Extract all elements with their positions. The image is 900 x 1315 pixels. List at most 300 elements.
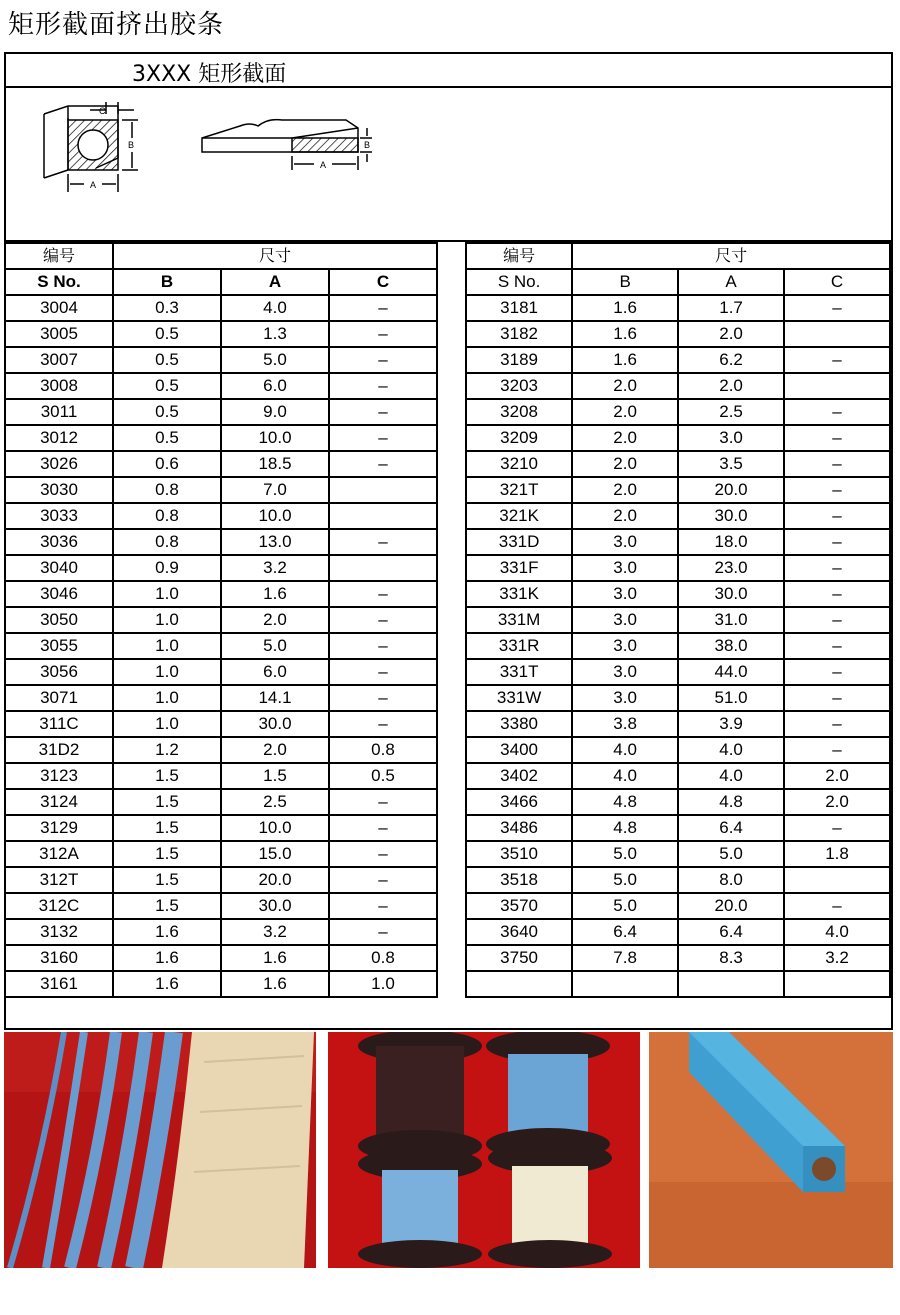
cell-c: 0.8: [329, 945, 437, 971]
cell-c: [784, 867, 890, 893]
cross-section-diagram: [6, 88, 891, 242]
cell-b: 5.0: [572, 841, 678, 867]
cell-sno: 321T: [466, 477, 572, 503]
cell-sno: 331K: [466, 581, 572, 607]
cell-b: 1.6: [113, 919, 221, 945]
table-row: [5, 815, 437, 841]
cell-c: –: [329, 295, 437, 321]
cell-c: –: [784, 685, 890, 711]
left-spec-table: [4, 242, 438, 998]
cell-c: –: [329, 867, 437, 893]
cell-c: 4.0: [784, 919, 890, 945]
extruded-strips-photo: [4, 1032, 316, 1268]
table-row: [466, 399, 890, 425]
cell-sno: 331R: [466, 633, 572, 659]
cell-b: 0.5: [113, 373, 221, 399]
cell-a: 2.0: [221, 737, 329, 763]
table-row: [5, 893, 437, 919]
cell-sno: 3050: [5, 607, 113, 633]
cell-a: 6.0: [221, 373, 329, 399]
table-row: [5, 971, 437, 997]
cell-a: 2.0: [678, 373, 784, 399]
cell-sno: 3400: [466, 737, 572, 763]
cell-a: 1.7: [678, 295, 784, 321]
table-header-row: [5, 243, 437, 269]
cell-sno: 3033: [5, 503, 113, 529]
cell-a: 6.0: [221, 659, 329, 685]
cell-b: 1.5: [113, 789, 221, 815]
cell-sno: 3055: [5, 633, 113, 659]
cell-c: 0.5: [329, 763, 437, 789]
table-row: [5, 581, 437, 607]
header-no-cn: 编号: [466, 243, 572, 269]
cell-a: 10.0: [221, 815, 329, 841]
cell-sno: 3486: [466, 815, 572, 841]
header-s-no: S No.: [466, 269, 572, 295]
cell-sno: 3129: [5, 815, 113, 841]
cell-b: 2.0: [572, 399, 678, 425]
cell-a: 10.0: [221, 503, 329, 529]
cell-b: 1.2: [113, 737, 221, 763]
cell-c: [784, 971, 890, 997]
table-row: [5, 659, 437, 685]
table-row: [5, 711, 437, 737]
cell-b: 1.6: [572, 321, 678, 347]
cell-sno: 3124: [5, 789, 113, 815]
cell-c: 1.0: [329, 971, 437, 997]
cell-a: 30.0: [221, 711, 329, 737]
cell-sno: 3004: [5, 295, 113, 321]
cell-b: 0.5: [113, 321, 221, 347]
dim-label-b-strip: B: [364, 140, 371, 150]
section-title: 3XXX 矩形截面: [132, 62, 287, 87]
table-subheader-row: [5, 269, 437, 295]
table-row: [466, 373, 890, 399]
cell-a: 2.0: [678, 321, 784, 347]
page-title: 矩形截面挤出胶条: [8, 10, 225, 40]
cell-b: 0.8: [113, 477, 221, 503]
spec-table-frame: [4, 52, 893, 1030]
cell-a: 13.0: [221, 529, 329, 555]
cell-b: 3.0: [572, 555, 678, 581]
cell-c: –: [784, 711, 890, 737]
cell-b: 1.5: [113, 867, 221, 893]
cell-a: 2.5: [221, 789, 329, 815]
cell-c: 3.2: [784, 945, 890, 971]
cell-a: 3.2: [221, 919, 329, 945]
table-row: [5, 685, 437, 711]
cell-sno: 321K: [466, 503, 572, 529]
cell-c: –: [329, 607, 437, 633]
cell-b: 3.8: [572, 711, 678, 737]
cell-c: [329, 477, 437, 503]
cell-sno: 3189: [466, 347, 572, 373]
cell-b: 4.0: [572, 763, 678, 789]
cell-sno: 3007: [5, 347, 113, 373]
cell-c: –: [329, 893, 437, 919]
cell-sno: 312C: [5, 893, 113, 919]
cell-a: 9.0: [221, 399, 329, 425]
table-row: [5, 789, 437, 815]
cell-b: 0.8: [113, 529, 221, 555]
cell-sno: 3132: [5, 919, 113, 945]
right-spec-table: [465, 242, 891, 998]
cell-a: 7.0: [221, 477, 329, 503]
cell-c: –: [329, 347, 437, 373]
cell-a: 4.0: [678, 763, 784, 789]
cell-c: –: [784, 451, 890, 477]
table-row: [5, 867, 437, 893]
cell-c: –: [784, 399, 890, 425]
cell-b: 0.5: [113, 347, 221, 373]
cell-sno: 3071: [5, 685, 113, 711]
cell-b: 4.8: [572, 789, 678, 815]
table-row: [5, 841, 437, 867]
table-row: [5, 295, 437, 321]
cell-c: –: [329, 919, 437, 945]
cell-c: –: [329, 711, 437, 737]
cell-c: –: [784, 555, 890, 581]
cell-a: 4.0: [221, 295, 329, 321]
cell-c: –: [329, 633, 437, 659]
table-row: [5, 503, 437, 529]
table-row: [466, 841, 890, 867]
cell-c: –: [784, 503, 890, 529]
cell-b: 1.5: [113, 841, 221, 867]
table-row: [5, 763, 437, 789]
table-row: [466, 425, 890, 451]
cell-c: –: [784, 529, 890, 555]
cell-b: 3.0: [572, 659, 678, 685]
cell-b: 1.0: [113, 581, 221, 607]
cell-a: 5.0: [678, 841, 784, 867]
table-row: [466, 893, 890, 919]
cell-a: 30.0: [221, 893, 329, 919]
cell-b: 1.0: [113, 659, 221, 685]
cell-c: –: [329, 789, 437, 815]
cell-sno: 3005: [5, 321, 113, 347]
table-row: [466, 503, 890, 529]
cell-b: 1.0: [113, 685, 221, 711]
cell-sno: 3510: [466, 841, 572, 867]
hollow-profile-figure: [44, 102, 138, 192]
cell-sno: 312A: [5, 841, 113, 867]
right-table-body: [466, 295, 890, 997]
cell-b: 2.0: [572, 425, 678, 451]
cell-a: 6.2: [678, 347, 784, 373]
table-row: [466, 529, 890, 555]
table-row: [466, 971, 890, 997]
cell-b: 2.0: [572, 373, 678, 399]
cell-b: 1.0: [113, 633, 221, 659]
cell-sno: 3046: [5, 581, 113, 607]
cell-a: 38.0: [678, 633, 784, 659]
cell-b: 3.0: [572, 607, 678, 633]
cell-sno: 3161: [5, 971, 113, 997]
table-row: [466, 581, 890, 607]
cell-a: 51.0: [678, 685, 784, 711]
table-row: [5, 451, 437, 477]
cell-a: 3.9: [678, 711, 784, 737]
cell-b: 3.0: [572, 685, 678, 711]
table-row: [5, 373, 437, 399]
table-row: [466, 451, 890, 477]
cell-c: –: [784, 295, 890, 321]
cell-b: 2.0: [572, 503, 678, 529]
table-row: [5, 607, 437, 633]
cell-c: [329, 503, 437, 529]
cell-a: 1.5: [221, 763, 329, 789]
wire-spools-photo: [328, 1032, 640, 1268]
profile-drawing: [6, 88, 891, 240]
cell-c: 2.0: [784, 763, 890, 789]
cell-a: 5.0: [221, 633, 329, 659]
cell-b: 1.5: [113, 815, 221, 841]
cell-c: –: [329, 425, 437, 451]
dim-label-b: B: [128, 140, 135, 150]
cell-sno: 3036: [5, 529, 113, 555]
table-row: [5, 919, 437, 945]
cell-a: 6.4: [678, 919, 784, 945]
cell-b: 4.0: [572, 737, 678, 763]
cell-c: 1.8: [784, 841, 890, 867]
cell-sno: 3056: [5, 659, 113, 685]
cell-b: 5.0: [572, 867, 678, 893]
dim-label-a: A: [90, 180, 97, 190]
cell-b: 5.0: [572, 893, 678, 919]
table-row: [466, 321, 890, 347]
cell-b: 1.6: [113, 945, 221, 971]
table-row: [466, 789, 890, 815]
table-row: [5, 347, 437, 373]
table-row: [466, 737, 890, 763]
cell-b: 2.0: [572, 451, 678, 477]
cell-a: 8.3: [678, 945, 784, 971]
header-b: B: [113, 269, 221, 295]
cell-c: [329, 555, 437, 581]
table-row: [466, 347, 890, 373]
cell-sno: 3750: [466, 945, 572, 971]
table-header-row: [466, 243, 890, 269]
header-no-cn: 编号: [5, 243, 113, 269]
cell-sno: 3208: [466, 399, 572, 425]
table-row: [5, 477, 437, 503]
table-row: [466, 867, 890, 893]
cell-c: –: [784, 425, 890, 451]
cell-a: 15.0: [221, 841, 329, 867]
header-b: B: [572, 269, 678, 295]
cell-c: [784, 321, 890, 347]
cell-c: –: [329, 815, 437, 841]
cell-a: 30.0: [678, 581, 784, 607]
cell-b: 3.0: [572, 529, 678, 555]
cell-sno: 3182: [466, 321, 572, 347]
cell-sno: 3210: [466, 451, 572, 477]
cell-b: 0.3: [113, 295, 221, 321]
cell-sno: 312T: [5, 867, 113, 893]
table-row: [466, 659, 890, 685]
table-row: [5, 555, 437, 581]
cell-b: 0.5: [113, 399, 221, 425]
cell-sno: 3030: [5, 477, 113, 503]
cell-sno: 3160: [5, 945, 113, 971]
cell-a: 3.0: [678, 425, 784, 451]
cell-b: 3.0: [572, 633, 678, 659]
cell-a: 20.0: [678, 893, 784, 919]
cell-c: –: [784, 633, 890, 659]
cell-sno: 3008: [5, 373, 113, 399]
cell-c: –: [784, 347, 890, 373]
header-size-cn: 尺寸: [113, 243, 437, 269]
cell-b: 1.5: [113, 763, 221, 789]
cell-c: –: [329, 373, 437, 399]
cell-a: 1.6: [221, 945, 329, 971]
cell-b: 2.0: [572, 477, 678, 503]
cell-b: 7.8: [572, 945, 678, 971]
cell-b: 1.0: [113, 711, 221, 737]
cell-c: –: [329, 685, 437, 711]
table-row: [466, 555, 890, 581]
cell-a: 20.0: [678, 477, 784, 503]
table-row: [466, 763, 890, 789]
cell-sno: 3011: [5, 399, 113, 425]
cell-c: –: [329, 841, 437, 867]
cell-sno: 331M: [466, 607, 572, 633]
header-a: A: [678, 269, 784, 295]
cell-b: 4.8: [572, 815, 678, 841]
cell-a: 20.0: [221, 867, 329, 893]
cell-b: 0.6: [113, 451, 221, 477]
cell-a: 1.3: [221, 321, 329, 347]
cell-a: 8.0: [678, 867, 784, 893]
cell-a: 30.0: [678, 503, 784, 529]
product-photos: [0, 1032, 900, 1272]
header-c: C: [329, 269, 437, 295]
table-row: [5, 529, 437, 555]
cell-a: 18.5: [221, 451, 329, 477]
cell-a: 2.5: [678, 399, 784, 425]
table-row: [466, 919, 890, 945]
cell-a: 31.0: [678, 607, 784, 633]
table-row: [5, 321, 437, 347]
table-row: [5, 737, 437, 763]
cell-sno: 3402: [466, 763, 572, 789]
cell-sno: 3181: [466, 295, 572, 321]
table-row: [5, 633, 437, 659]
cell-a: 2.0: [221, 607, 329, 633]
header-size-cn: 尺寸: [572, 243, 890, 269]
cell-a: 1.6: [221, 581, 329, 607]
cell-b: 1.6: [572, 347, 678, 373]
cell-a: 3.2: [221, 555, 329, 581]
table-row: [466, 295, 890, 321]
table-row: [466, 685, 890, 711]
cell-c: –: [329, 659, 437, 685]
cell-c: –: [784, 659, 890, 685]
cell-sno: 3040: [5, 555, 113, 581]
cell-a: 4.8: [678, 789, 784, 815]
cell-sno: 331T: [466, 659, 572, 685]
cell-c: 0.8: [329, 737, 437, 763]
cell-sno: 3209: [466, 425, 572, 451]
header-a: A: [221, 269, 329, 295]
table-row: [466, 945, 890, 971]
cell-sno: 311C: [5, 711, 113, 737]
cell-b: 6.4: [572, 919, 678, 945]
cell-sno: 3640: [466, 919, 572, 945]
header-c: C: [784, 269, 890, 295]
dim-label-a-strip: A: [320, 160, 327, 170]
cell-sno: 31D2: [5, 737, 113, 763]
cell-b: 0.9: [113, 555, 221, 581]
dim-label-c: C: [99, 106, 106, 116]
cell-c: –: [784, 581, 890, 607]
cell-c: –: [784, 737, 890, 763]
table-row: [466, 711, 890, 737]
cell-a: 3.5: [678, 451, 784, 477]
cell-c: –: [329, 581, 437, 607]
cell-a: 10.0: [221, 425, 329, 451]
cell-b: 1.6: [113, 971, 221, 997]
cell-sno: 3026: [5, 451, 113, 477]
cell-sno: 3380: [466, 711, 572, 737]
cell-b: 3.0: [572, 581, 678, 607]
cell-c: –: [329, 529, 437, 555]
cell-c: –: [329, 451, 437, 477]
cell-a: 14.1: [221, 685, 329, 711]
table-row: [466, 633, 890, 659]
cell-sno: 3203: [466, 373, 572, 399]
cell-sno: 3518: [466, 867, 572, 893]
square-tube-photo: [649, 1032, 893, 1268]
cell-c: 2.0: [784, 789, 890, 815]
table-row: [5, 945, 437, 971]
cell-b: 0.8: [113, 503, 221, 529]
cell-sno: 331W: [466, 685, 572, 711]
cell-a: 44.0: [678, 659, 784, 685]
cell-b: 1.6: [572, 295, 678, 321]
cell-a: 18.0: [678, 529, 784, 555]
cell-sno: 3012: [5, 425, 113, 451]
cell-a: 5.0: [221, 347, 329, 373]
cell-sno: 3123: [5, 763, 113, 789]
left-table-body: [5, 295, 437, 997]
cell-sno: 331F: [466, 555, 572, 581]
cell-c: [784, 373, 890, 399]
cell-c: –: [784, 893, 890, 919]
cell-c: –: [329, 321, 437, 347]
cell-b: [572, 971, 678, 997]
cell-a: 4.0: [678, 737, 784, 763]
table-row: [466, 477, 890, 503]
cell-b: 1.0: [113, 607, 221, 633]
table-row: [466, 815, 890, 841]
table-row: [466, 607, 890, 633]
cell-c: –: [329, 399, 437, 425]
cell-sno: [466, 971, 572, 997]
cell-b: 0.5: [113, 425, 221, 451]
cell-b: 1.5: [113, 893, 221, 919]
table-subheader-row: [466, 269, 890, 295]
cell-c: –: [784, 815, 890, 841]
cell-a: 6.4: [678, 815, 784, 841]
table-row: [5, 425, 437, 451]
flat-strip-figure: [202, 120, 372, 170]
cell-sno: 331D: [466, 529, 572, 555]
cell-a: 1.6: [221, 971, 329, 997]
cell-c: –: [784, 477, 890, 503]
cell-a: [678, 971, 784, 997]
